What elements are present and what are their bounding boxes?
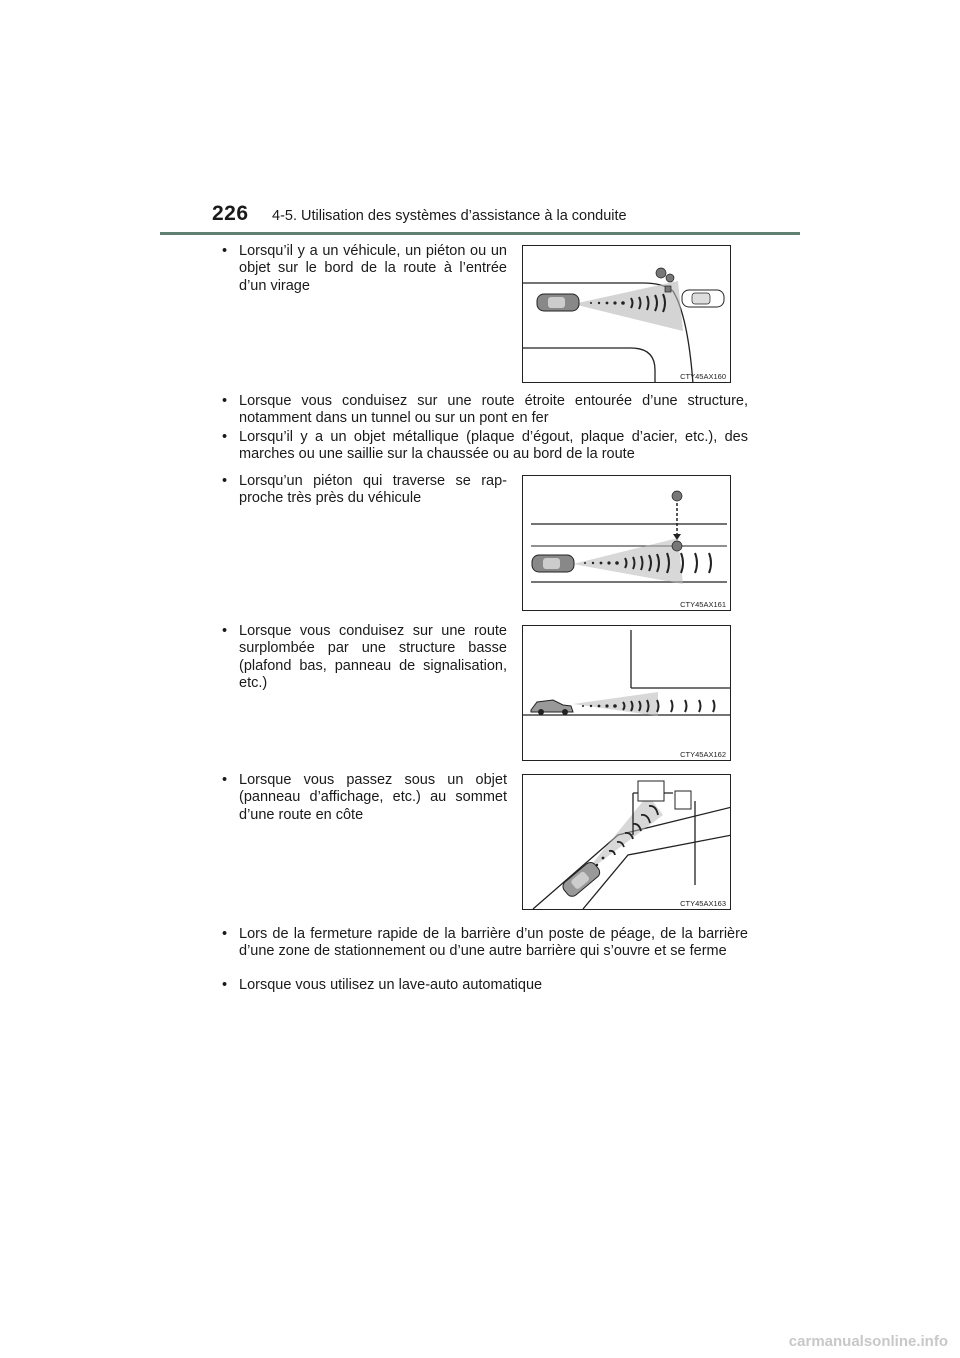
pedestrian-icon [672, 491, 682, 551]
car-icon [532, 555, 574, 572]
bullet-mark: • [222, 393, 228, 409]
bullet-item [222, 623, 507, 693]
bullet-text: Lorsque vous conduisez sur une route étroite entourée d’une structure, notamment dans un tunnel ou sur un pont en fer [239, 393, 748, 427]
bullet-text: Lors de la fermeture rapide de la barrière d’un poste de péage, de la barrière d’une zone de stationnement ou d’une autre barrière qui s’ouvre et se ferme [239, 926, 748, 960]
section-title: 4-5. Utilisation des systèmes d’assistance à la conduite [272, 208, 627, 224]
header-rule [160, 232, 800, 235]
bullet-item [222, 977, 748, 994]
figure-curve-scenario [522, 245, 731, 383]
figure-code: CTY45AX161 [680, 600, 726, 609]
bullet-item [222, 243, 507, 295]
bullet-item [222, 926, 748, 961]
bullet-mark: • [222, 977, 228, 993]
bullet-item [222, 473, 507, 508]
signboard-icon [633, 781, 695, 885]
bullet-mark: • [222, 926, 228, 942]
bullet-item [222, 772, 507, 824]
car-icon [682, 290, 724, 307]
bullet-mark: • [222, 623, 228, 639]
figure-code: CTY45AX163 [680, 899, 726, 908]
bullet-text: Lorsque vous utilisez un lave-auto automatique [239, 977, 543, 993]
car-icon [537, 294, 579, 311]
car-icon [531, 700, 573, 715]
bullet-item [222, 429, 748, 464]
bullet-mark: • [222, 429, 228, 445]
figure-pedestrian-scenario [522, 475, 731, 611]
figure-hill-sign-scenario [522, 774, 731, 910]
bullet-text: Lorsqu’il y a un objet métallique (plaque d’égout, plaque d’acier, etc.), des marches ou une saillie sur la chaussée ou au bord de la route [239, 429, 748, 463]
figure-code: CTY45AX160 [680, 372, 726, 381]
figure-overhead-scenario [522, 625, 731, 761]
watermark: carmanualsonline.info [788, 1333, 948, 1350]
bullet-item [222, 393, 748, 428]
bullet-text: Lorsque vous passez sous un objet (panneau d’affichage, etc.) au sommet d’une route en côte [239, 772, 507, 823]
bullet-text: Lorsque vous conduisez sur une route surplombée par une structure basse (plafond bas, panneau de signalisation, etc.) [239, 623, 507, 692]
bullet-mark: • [222, 772, 228, 788]
bullet-text: Lorsqu’un piéton qui traverse se rapproche très près du véhicule [239, 473, 507, 507]
bullet-mark: • [222, 473, 228, 489]
bullet-mark: • [222, 243, 228, 259]
bullet-text: Lorsqu’il y a un véhicule, un piéton ou un objet sur le bord de la route à l’entrée d’un virage [239, 243, 507, 294]
page-number: 226 [212, 202, 249, 225]
figure-code: CTY45AX162 [680, 750, 726, 759]
